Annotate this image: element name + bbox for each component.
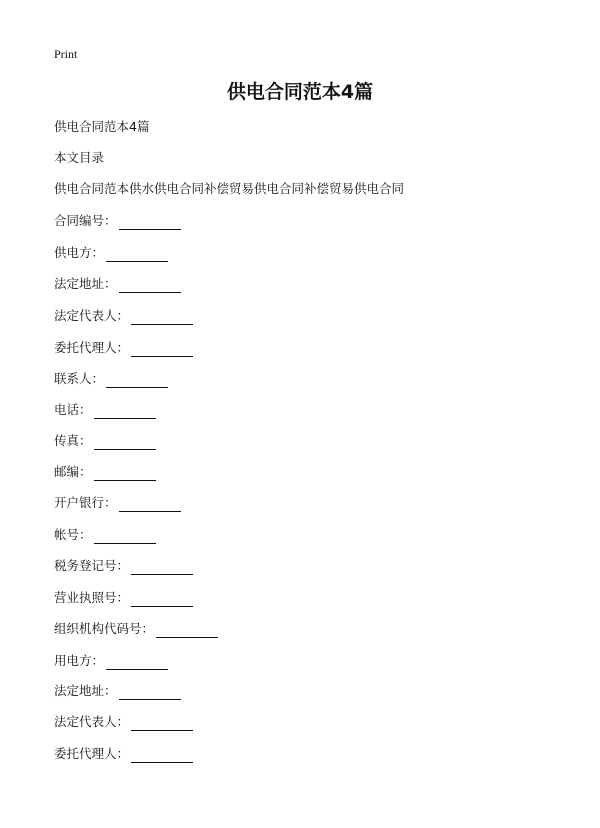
field-label: 用电方： [54,653,105,668]
field-label: 法定地址： [54,683,117,698]
field-label: 法定代表人： [54,308,130,323]
field-label: 传真： [54,433,92,448]
field-consumer-legal-address [54,682,181,700]
field-label: 法定代表人： [54,714,130,729]
field-consumer-legal-representative [54,713,193,731]
field-label: 委托代理人： [54,340,130,355]
fill-in-blank [106,373,168,388]
intro-title: 供电合同范本4篇 [54,119,150,134]
fill-in-blank [106,247,168,262]
fill-in-blank [119,278,181,293]
print-link[interactable]: Print [54,47,78,61]
field-fax [54,432,156,450]
field-business-license-number [54,589,193,607]
field-label: 电话： [54,402,92,417]
fill-in-blank [106,655,168,670]
fill-in-blank [131,560,193,575]
table-of-contents-heading: 本文目录 [54,150,105,165]
fill-in-blank [156,623,218,638]
fill-in-blank [94,466,156,481]
document-title: 供电合同范本4篇 [226,81,374,103]
fill-in-blank [119,497,181,512]
field-consumer [54,652,168,670]
field-label: 税务登记号： [54,558,130,573]
fill-in-blank [131,342,193,357]
field-legal-representative [54,307,193,325]
field-organization-code [54,620,218,638]
fill-in-blank [131,748,193,763]
field-consumer-authorized-agent [54,745,193,763]
field-account-number [54,526,156,544]
fill-in-blank [119,215,181,230]
field-label: 开户银行： [54,495,117,510]
table-of-contents-line: 供电合同范本供水供电合同补偿贸易供电合同补偿贸易供电合同 [54,181,405,196]
fill-in-blank [94,404,156,419]
fill-in-blank [119,685,181,700]
field-postal-code [54,463,156,481]
field-contract-number [54,212,181,230]
field-label: 邮编： [54,464,92,479]
fill-in-blank [131,592,193,607]
field-label: 供电方： [54,245,105,260]
field-label: 委托代理人： [54,746,130,761]
field-tax-registration-number [54,557,193,575]
field-label: 联系人： [54,371,105,386]
field-label: 合同编号： [54,213,117,228]
field-contact-person [54,370,168,388]
fill-in-blank [94,529,156,544]
fill-in-blank [131,310,193,325]
field-label: 营业执照号： [54,590,130,605]
fill-in-blank [131,716,193,731]
fill-in-blank [94,435,156,450]
field-label: 组织机构代码号： [54,621,155,636]
field-bank [54,494,181,512]
field-authorized-agent [54,339,193,357]
field-label: 法定地址： [54,276,117,291]
field-legal-address [54,275,181,293]
field-telephone [54,401,156,419]
field-label: 帐号： [54,527,92,542]
field-supplier [54,244,168,262]
